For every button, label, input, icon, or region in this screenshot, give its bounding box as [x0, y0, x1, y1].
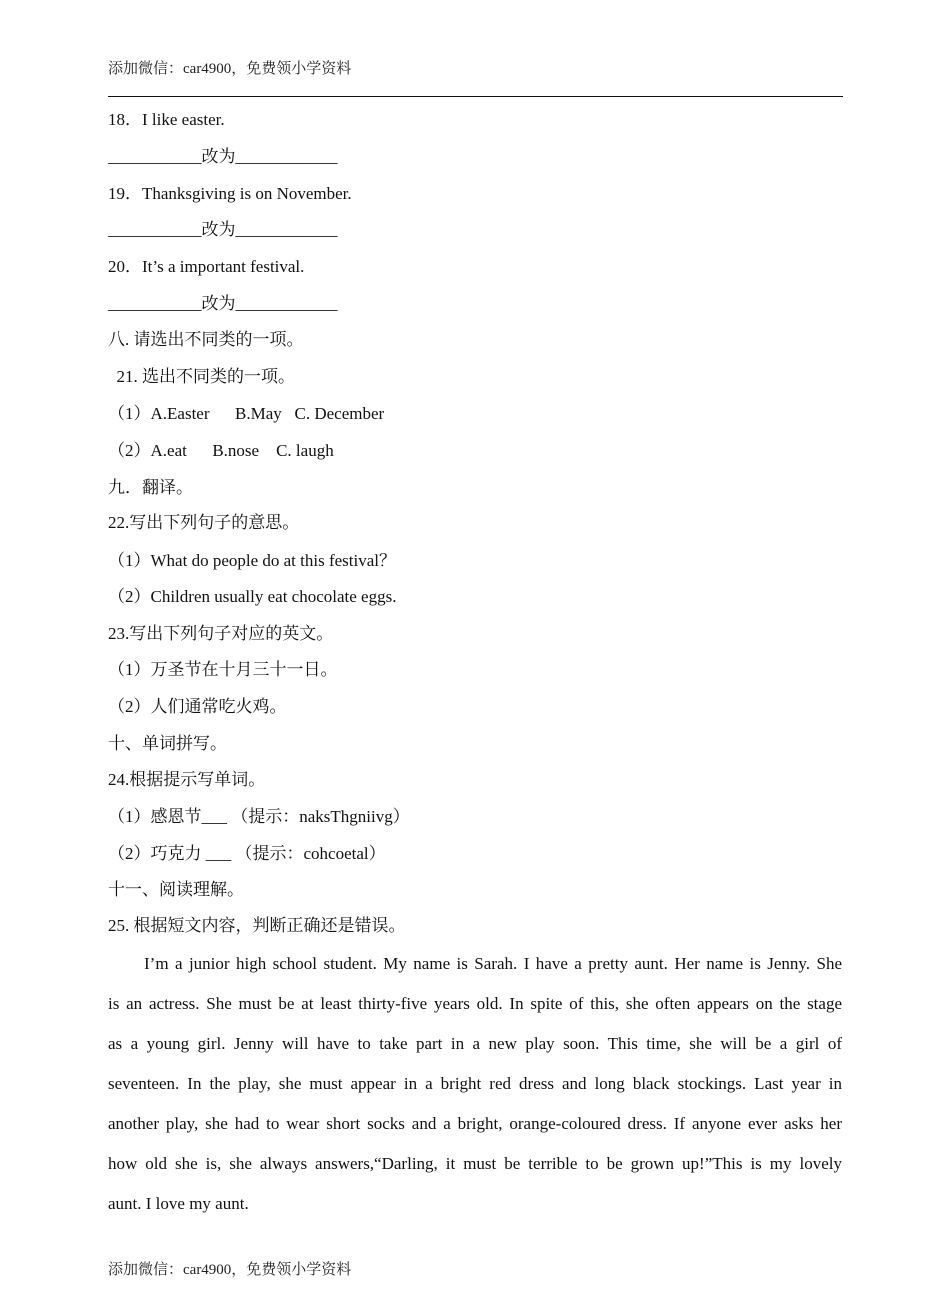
question-line: （2）人们通常吃火鸡。 [108, 697, 287, 716]
question-line: 23.写出下列句子对应的英文。 [108, 624, 334, 643]
passage-line: seventeen. In the play, she must appear in a bright red dress and long black stockings. Last year in [108, 1074, 842, 1093]
question-line: 25. 根据短文内容，判断正确还是错误。 [108, 916, 406, 935]
question-line: （2）巧克力 ___ （提示：cohcoetal） [108, 844, 386, 863]
question-line: （1）A.Easter B.May C. December [108, 404, 385, 423]
page-footer-text: 添加微信：car4900，免费领小学资料 [108, 1262, 352, 1278]
passage-line: I’m a junior high school student. My name is Sarah. I have a pretty aunt. Her name is Jenny. She [144, 954, 842, 973]
passage-line: aunt. I love my aunt. [108, 1194, 249, 1213]
question-line: 19．Thanksgiving is on November. [108, 184, 352, 203]
header-divider [108, 96, 843, 97]
passage-line: as a young girl. Jenny will have to take part in a new play soon. This time, she will be a girl of [108, 1034, 842, 1053]
question-line: 九．翻译。 [108, 478, 193, 497]
question-line: （1）What do people do at this festival？ [108, 551, 396, 570]
question-line: ___________改为____________ [108, 220, 338, 239]
question-line: （2）Children usually eat chocolate eggs. [108, 587, 397, 606]
passage-line: is an actress. She must be at least thirty-five years old. In spite of this, she often appears on the stage [108, 994, 842, 1013]
passage-line: another play, she had to wear short socks and a bright, orange-coloured dress. If anyone ever asks her [108, 1114, 842, 1133]
question-line: （2）A.eat B.nose C. laugh [108, 441, 334, 460]
question-line: 24.根据提示写单词。 [108, 770, 266, 789]
question-line: 21. 选出不同类的一项。 [108, 367, 295, 386]
question-line: ___________改为____________ [108, 147, 338, 166]
question-line: 20．It’s a important festival. [108, 257, 305, 276]
question-line: 八. 请选出不同类的一项。 [108, 330, 304, 349]
question-line: （1）感恩节___ （提示：naksThgniivg） [108, 807, 410, 826]
passage-line: how old she is, she always answers,“Darling, it must be terrible to be grown up!”This is my lovely [108, 1154, 842, 1173]
question-line: 18．I like easter. [108, 110, 225, 129]
question-line: 十、单词拼写。 [108, 734, 227, 753]
question-line: ___________改为____________ [108, 294, 338, 313]
question-line: （1）万圣节在十月三十一日。 [108, 660, 338, 679]
question-line: 十一、阅读理解。 [108, 880, 244, 899]
question-line: 22.写出下列句子的意思。 [108, 513, 300, 532]
page-header-text: 添加微信：car4900，免费领小学资料 [108, 61, 352, 77]
